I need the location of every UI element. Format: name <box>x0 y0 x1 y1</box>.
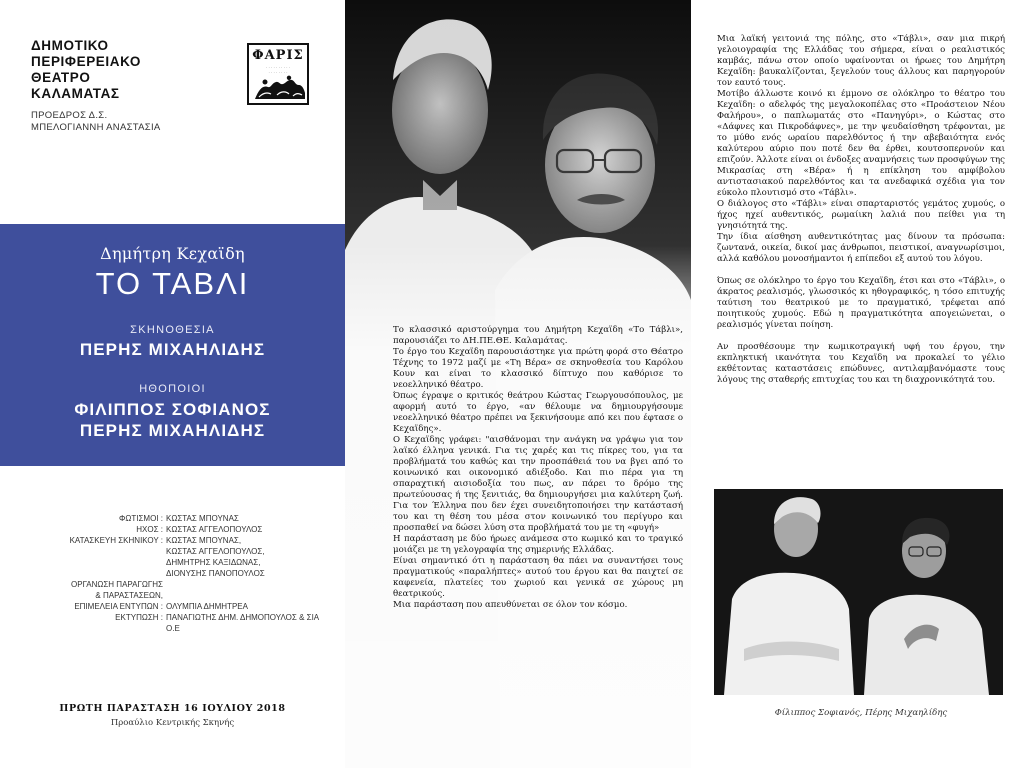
intro-paragraph: Όπως έγραψε ο κριτικός θεάτρου Κώστας Γεωργουσόπουλος, με αφορμή αυτό το έργο, «αν θέλουμε να δημιουργήσουμε νεοελληνικό θέατρο πρέπει να ξεκινήσουμε από κει που έφτασε ο Κεχαϊδης». <box>393 391 683 434</box>
premiere-venue: Προαύλιο Κεντρικής Σκηνής <box>110 718 235 728</box>
photo-caption: Φίλιππος Σοφιανός, Πέρης Μιχαηλίδης <box>774 708 948 718</box>
review-paragraph: Την ίδια αίσθηση αυθεντικότητας μας δίνουν τα πρόσωπα: ζωντανά, οικεία, δικοί μας άνθρωποι, πειστικοί, αναγνωρίσιμοι, αλλά καθόλου μονοσήμαντοι ή επίπεδοι εξ αυτού του λόγου. <box>717 232 1005 264</box>
credit-name: ΚΩΣΤΑΣ ΜΠΟΥΝΑΣ <box>166 514 239 523</box>
credit-role: ΟΡΓΑΝΩΣΗ ΠΑΡΑΓΩΓΗΣ <box>71 580 163 589</box>
title-band <box>0 224 345 466</box>
credit-name: ΚΩΣΤΑΣ ΑΓΓΕΛΟΠΟΥΛΟΣ <box>166 525 263 534</box>
review-paragraph: Αν προσθέσουμε την κωμικοτραγική υφή του έργου, την εκπληκτική ικανότητα του Κεχαϊδη να προκαλεί το γέλιο εκθέτοντας καταστάσεις επώδυνες, αντιλαμβανόμαστε τους λόγους της σταθερής επιτυχίας του και τη διαχρονικότητά του. <box>717 342 1005 385</box>
credit-name: ΚΩΣΤΑΣ ΜΠΟΥΝΑΣ, <box>166 536 242 545</box>
president-info <box>31 110 161 134</box>
credit-role: ΚΑΤΑΣΚΕΥΗ ΣΚΗΝΙΚΟΥ : <box>69 536 163 545</box>
credit-names <box>166 612 334 634</box>
theatre-name-line: ΠΕΡΙΦΕΡΕΙΑΚΟ <box>31 54 141 69</box>
intro-paragraph: Ο Κεχαϊδης γράφει: "αισθάνομαι την ανάγκη να γράψω για τον λαϊκό έλληνα γενικά. Για τις χαρές και τις πίκρες του, για τα προβλήματά του καθώς και την προσπάθειά του να βγει από το κοινωνικό και οικονομικό αδιέξοδο. Και πιο πέρα για τη σπαραχτική αισιοδοξία του πως, αν πάρει το δρόμο της πρωτεύουσας ή της ξενιτιάς, θα δημιουργήσει μια καλύτερη ζωή. Για τον Έλληνα που δεν έχει συνειδητοποιήσει την κατάστασή του και τη θέση του μέσα στον κοινωνικό του περίγυρο και προσπαθεί να δώσει λύση στα προβλήματά του με τη «φυγή» <box>393 435 683 533</box>
president-name: ΜΠΕΛΟΓΙΑΝΝΗ ΑΝΑΣΤΑΣΙΑ <box>31 122 161 133</box>
credit-names <box>166 513 334 524</box>
play-title: ΤΟ ΤΑΒΛΙ <box>95 266 250 301</box>
theatre-name <box>31 38 141 102</box>
credit-role: ΕΠΙΜΕΛΕΙΑ ΕΝΤΥΠΩΝ : <box>74 602 163 611</box>
credit-name: ΔΙΟΝΥΣΗΣ ΠΑΝΟΠΟΥΛΟΣ <box>166 569 265 578</box>
credit-name: ΚΩΣΤΑΣ ΑΓΓΕΛΟΠΟΥΛΟΣ, <box>166 547 265 556</box>
credits-list <box>14 513 334 634</box>
review-paragraph: Μοτίβο άλλωστε κοινό κι έμμονο σε ολόκληρο το θέατρο του Κεχαϊδη: ο αδελφός της μεγαλοκοπέλας στο «Προάστειον Νέου Φαλήρου», ο παπλωματάς στο «Πανηγύρι», ο Κώστας στο «Δάφνες και Πικροδάφνες», με την ψευδαίσθηση τρέφονται, με το μύθο ενός ωραίου παρελθόντος ή την αβεβαιότητα ενός καλύτερου αύριο που ποτέ δεν θα έρθει, κουτσοπερνούν και επιζούν. Άλλοτε είναι οι ένδοξες αναμνήσεις των προσφύγων της Μικρασίας στη «Βέρα» ή η επίκληση του αμφίβολου αντιστασιακού παρελθόντος και τα ανεδαφικά σχέδια για τον εύκολο πλουτισμό στο «Τάβλι». <box>717 89 1005 198</box>
logo-figure-icon <box>253 75 307 101</box>
right-panel <box>691 0 1031 768</box>
intro-paragraph: Μια παράσταση που απευθύνεται σε όλον τον κόσμο. <box>393 600 628 610</box>
intro-paragraph: Είναι σημαντικό ότι η παράσταση θα πάει να συναντήσει τους πραγματικούς «παραλήπτες» αυτού του έργου και θα παιχτεί σε καφενεία, πλατείες του χωριού και γενικά σε χώρους μη θεατρικούς. <box>393 556 683 599</box>
review-paragraph: Μια λαϊκή γειτονιά της πόλης, στο «Τάβλι», σαν μια πικρή γελοιογραφία της Ελλάδας του σήμερα, είναι ο ρεαλιστικός καμβάς, πάνω στον οποίο υφαίνονται οι ήρωες του Δημήτρη Κεχαϊδη: βαυκαλίζονται, ξεγελούν τους άλλους και παρηγορούν τον εαυτό τους. <box>717 34 1005 88</box>
review-text <box>717 34 1005 386</box>
actor-name: ΠΕΡΗΣ ΜΙΧΑΗΛΙΔΗΣ <box>79 421 266 440</box>
intro-text <box>393 325 683 611</box>
credit-row <box>14 513 334 524</box>
theatre-logo <box>247 43 309 105</box>
credit-names <box>166 579 334 590</box>
premiere-date: ΠΡΩΤΗ ΠΑΡΑΣΤΑΣΗ 16 ΙΟΥΛΙΟΥ 2018 <box>59 703 286 714</box>
credit-name: ΟΛΥΜΠΙΑ ΔΗΜΗΤΡΕΑ <box>166 602 248 611</box>
credit-names <box>166 535 334 579</box>
review-paragraph: Ο διάλογος στο «Τάβλι» είναι σπαρταριστός γεμάτος χυμούς, ο ήχος ηχεί αυθεντικός, ρωμαίικη λαλιά που πείθει για τη γνησιότητά της. <box>717 199 1005 231</box>
direction-label: ΣΚΗΝΟΘΕΣΙΑ <box>130 324 215 336</box>
theatre-name-line: ΔΗΜΟΤΙΚΟ <box>31 38 109 53</box>
actors-small-photo <box>714 489 1003 695</box>
actor-name: ΦΙΛΙΠΠΟΣ ΣΟΦΙΑΝΟΣ <box>74 400 271 419</box>
left-panel <box>0 0 345 768</box>
theatre-name-line: ΘΕΑΤΡΟ <box>31 70 91 85</box>
credit-name: ΠΑΝΑΓΙΩΤΗΣ ΔΗΜ. ΔΗΜΟΠΟΥΛΟΣ & ΣΙΑ Ο.Ε <box>166 613 319 633</box>
theatre-name-line: ΚΑΛΑΜΑΤΑΣ <box>31 86 120 101</box>
credit-row <box>14 601 334 612</box>
play-author: Δημήτρη Κεχαϊδη <box>100 244 245 263</box>
credit-role: ΕΚΤΥΠΩΣΗ : <box>115 613 163 622</box>
actors-label: ΗΘΟΠΟΙΟΙ <box>139 383 206 395</box>
credit-row <box>14 612 334 634</box>
credit-row <box>14 535 334 579</box>
credit-row <box>14 524 334 535</box>
credit-name: ΔΗΜΗΤΡΗΣ ΚΑΞΙΔΩΝΑΣ, <box>166 558 261 567</box>
intro-paragraph: Το κλασσικό αριστούργημα του Δημήτρη Κεχαϊδη «Το Τάβλι», παρουσιάζει το ΔΗ.ΠΕ.ΘΕ. Καλαμάτας. <box>393 325 683 346</box>
credit-row <box>14 579 334 590</box>
middle-panel <box>345 0 691 768</box>
president-label: ΠΡΟΕΔΡΟΣ Δ.Σ. <box>31 110 108 121</box>
credit-names <box>166 590 334 601</box>
credit-role: ΗΧΟΣ : <box>136 525 163 534</box>
intro-paragraph: Το έργο του Κεχαϊδη παρουσιάστηκε για πρώτη φορά στο Θέατρο Τέχνης το 1972 μαζί με «Τη Βέρα» σε σκηνοθεσία του Καρόλου Κουν και είναι το κλασσικό δίπτυχο που καθόρισε το νεοελληνικό θέατρο. <box>393 347 683 390</box>
director-name: ΠΕΡΗΣ ΜΙΧΑΗΛΙΔΗΣ <box>79 340 266 359</box>
credit-names <box>166 601 334 612</box>
credit-names <box>166 524 334 535</box>
credit-row <box>14 590 334 601</box>
logo-fine-print: · · · · · · · · · · · · · · · · · · <box>265 65 291 75</box>
credit-role: ΦΩΤΙΣΜΟΙ : <box>119 514 163 523</box>
logo-text: ΦΑΡΙΣ <box>252 48 304 63</box>
review-paragraph: Όπως σε ολόκληρο το έργο του Κεχαϊδη, έτσι και στο «Τάβλι», ο άκρατος ρεαλισμός, γλωσσικός κι ηθογραφικός, η τόσο επιτυχής ταύτιση του θεατρικού με το πραγματικό, τρέφεται από ποιητικούς χυμούς. Εδώ η πραγματικότητα απογειώνεται, ο ρεαλισμός γίνεται ποίηση. <box>717 276 1005 330</box>
intro-paragraph: Η παράσταση με δύο ήρωες ανάμεσα στο κωμικό και το τραγικό μοιάζει με τη γελογραφία της σημερινής Ελλάδας. <box>393 534 683 555</box>
actors-photo-illustration <box>714 489 1003 695</box>
credit-role: & ΠΑΡΑΣΤΑΣΕΩΝ, <box>95 591 163 600</box>
